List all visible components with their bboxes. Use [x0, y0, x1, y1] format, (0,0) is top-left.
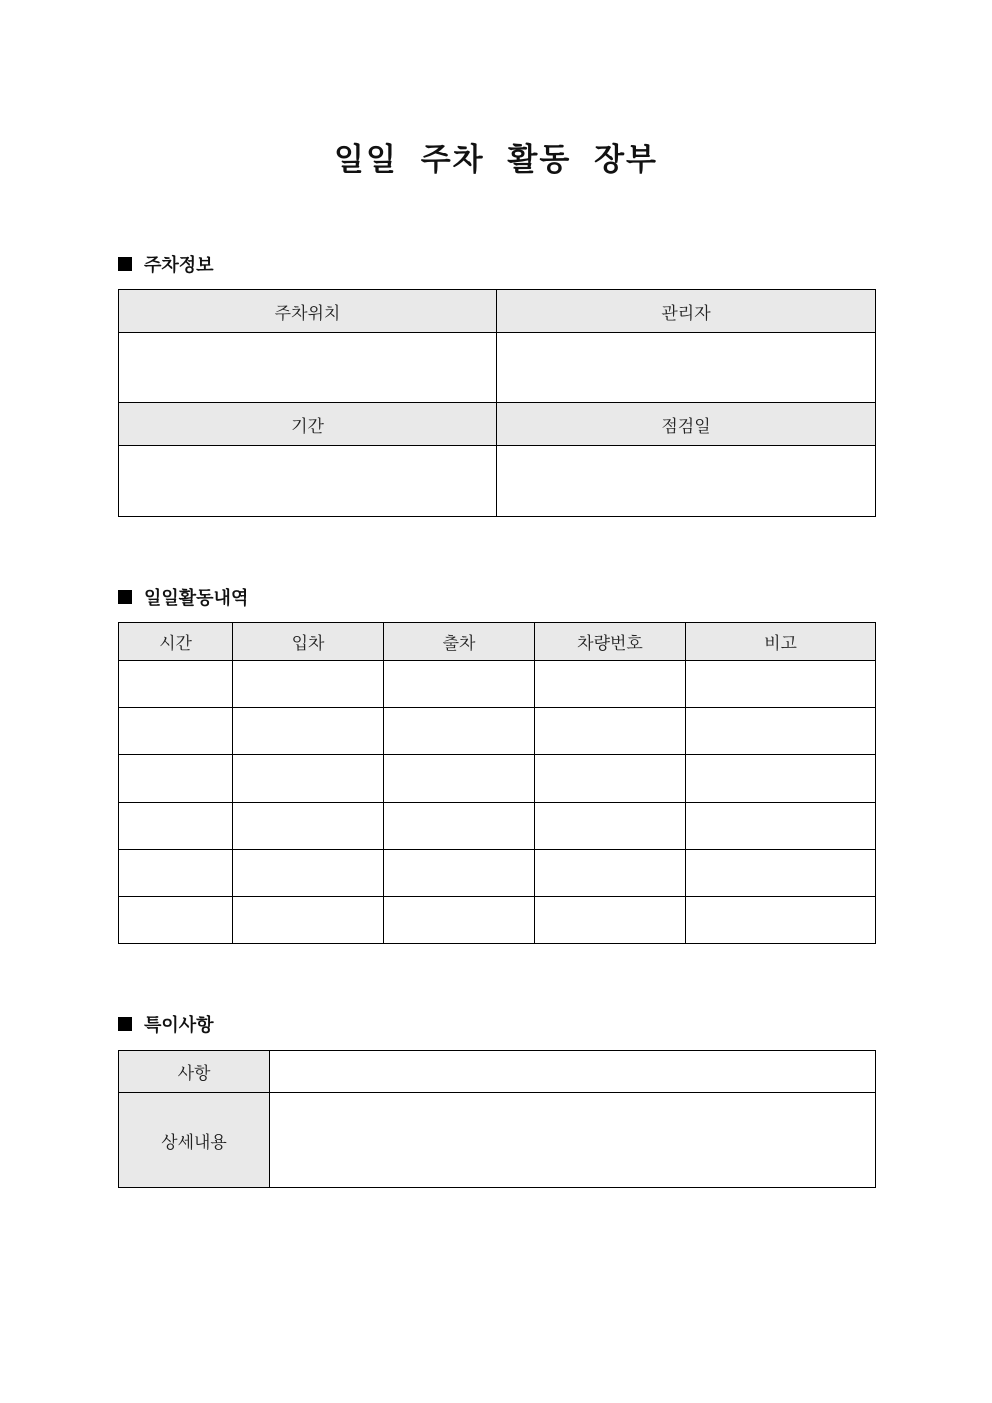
remarks-table: [118, 1050, 876, 1188]
table-cell[interactable]: [535, 755, 686, 803]
table-row: [119, 803, 876, 850]
column-header-plate-number: 차량번호: [535, 623, 686, 661]
table-cell[interactable]: [233, 708, 384, 755]
table-row: [119, 661, 876, 708]
table-cell[interactable]: [384, 897, 535, 944]
table-cell[interactable]: [119, 708, 233, 755]
table-row: [119, 708, 876, 755]
field-manager[interactable]: [497, 333, 876, 403]
square-bullet-icon: [118, 257, 132, 271]
table-cell[interactable]: [686, 755, 876, 803]
table-cell[interactable]: [535, 850, 686, 897]
label-details: 상세내용: [119, 1093, 270, 1188]
square-bullet-icon: [118, 590, 132, 604]
table-cell[interactable]: [384, 850, 535, 897]
column-header-entry: 입차: [233, 623, 384, 661]
table-cell[interactable]: [686, 850, 876, 897]
table-cell[interactable]: [233, 661, 384, 708]
table-cell[interactable]: [119, 850, 233, 897]
table-cell[interactable]: [119, 803, 233, 850]
table-cell[interactable]: [384, 755, 535, 803]
section-heading-daily-activity: [118, 585, 248, 609]
label-item: 사항: [119, 1051, 270, 1093]
table-cell[interactable]: [686, 661, 876, 708]
table-cell[interactable]: [686, 803, 876, 850]
table-row: [119, 755, 876, 803]
label-manager: 관리자: [497, 290, 876, 333]
label-parking-location: 주차위치: [119, 290, 497, 333]
section-heading-text: 특이사항: [144, 1015, 214, 1036]
label-inspection-date: 점검일: [497, 403, 876, 446]
field-details[interactable]: [270, 1093, 876, 1188]
parking-info-table: [118, 289, 876, 517]
table-cell[interactable]: [233, 803, 384, 850]
square-bullet-icon: [118, 1017, 132, 1031]
table-cell[interactable]: [119, 755, 233, 803]
field-inspection-date[interactable]: [497, 446, 876, 517]
column-header-exit: 출차: [384, 623, 535, 661]
field-parking-location[interactable]: [119, 333, 497, 403]
table-cell[interactable]: [535, 803, 686, 850]
daily-activity-table: [118, 622, 876, 944]
table-cell[interactable]: [686, 708, 876, 755]
section-heading-text: 일일활동내역: [144, 588, 249, 609]
table-cell[interactable]: [233, 897, 384, 944]
table-cell[interactable]: [119, 661, 233, 708]
label-period: 기간: [119, 403, 497, 446]
table-cell[interactable]: [384, 803, 535, 850]
table-cell[interactable]: [119, 897, 233, 944]
table-cell[interactable]: [233, 850, 384, 897]
section-heading-remarks: [118, 1012, 214, 1036]
page-title: 일일 주차 활동 장부: [334, 142, 658, 178]
table-cell[interactable]: [233, 755, 384, 803]
column-header-note: 비고: [686, 623, 876, 661]
section-heading-text: 주차정보: [144, 255, 214, 276]
table-row: [119, 897, 876, 944]
column-header-time: 시간: [119, 623, 233, 661]
table-cell[interactable]: [686, 897, 876, 944]
table-cell[interactable]: [535, 897, 686, 944]
field-period[interactable]: [119, 446, 497, 517]
table-cell[interactable]: [535, 661, 686, 708]
table-row: [119, 850, 876, 897]
table-cell[interactable]: [384, 708, 535, 755]
field-item[interactable]: [270, 1051, 876, 1093]
table-cell[interactable]: [535, 708, 686, 755]
table-cell[interactable]: [384, 661, 535, 708]
section-heading-parking-info: [118, 252, 214, 276]
